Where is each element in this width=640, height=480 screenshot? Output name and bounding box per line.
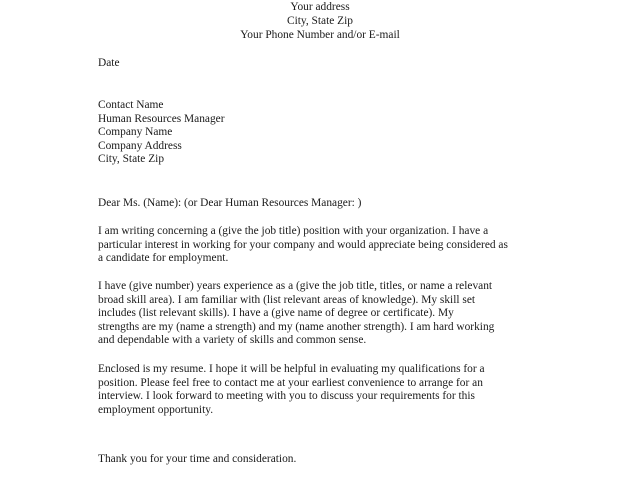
recipient-city-state-zip: City, State Zip — [98, 153, 165, 165]
paragraph-line: and dependable with a variety of skills and common sense. — [98, 334, 367, 347]
recipient-contact-name: Contact Name — [98, 99, 164, 111]
paragraph-line: Enclosed is my resume. I hope it will be helpful in evaluating my qualifications for a — [98, 363, 485, 375]
recipient-title: Human Resources Manager — [98, 112, 225, 125]
body-paragraph-3 — [98, 363, 558, 417]
closing: Thank you for your time and consideration. — [98, 453, 297, 465]
recipient-company-address: Company Address — [98, 139, 182, 152]
paragraph-line: includes (list relevant skills). I have a (give name of degree or certificate). My — [98, 307, 454, 320]
paragraph-line: strengths are my (name a strength) and my (name another strength). I am hard working — [98, 320, 495, 333]
paragraph-line: broad skill area). I am familiar with (list relevant areas of knowledge). My skill set — [98, 293, 476, 306]
paragraph-line: I am writing concerning a (give the job title) position with your organization. I have a — [98, 225, 489, 237]
sender-city-state-zip: City, State Zip — [286, 15, 354, 27]
recipient-company-name: Company Name — [98, 126, 173, 138]
paragraph-line: a candidate for employment. — [98, 252, 229, 265]
salutation: Dear Ms. (Name): (or Dear Human Resources Manager: ) — [98, 197, 362, 209]
body-paragraph-2 — [98, 280, 558, 348]
sender-address: Your address — [290, 1, 350, 13]
body-paragraph-1 — [98, 225, 558, 266]
paragraph-line: position. Please feel free to contact me at your earliest convenience to arrange for an — [98, 376, 483, 389]
paragraph-line: interview. I look forward to meeting with you to discuss your requirements for this — [98, 390, 475, 403]
paragraph-line: I have (give number) years experience as a (give the job title, titles, or name a relevant — [98, 280, 493, 292]
date: Date — [98, 57, 120, 69]
paragraph-line: employment opportunity. — [98, 403, 214, 416]
paragraph-line: particular interest in working for your company and would appreciate being considered as — [98, 238, 508, 251]
sender-contact: Your Phone Number and/or E-mail — [240, 29, 400, 41]
